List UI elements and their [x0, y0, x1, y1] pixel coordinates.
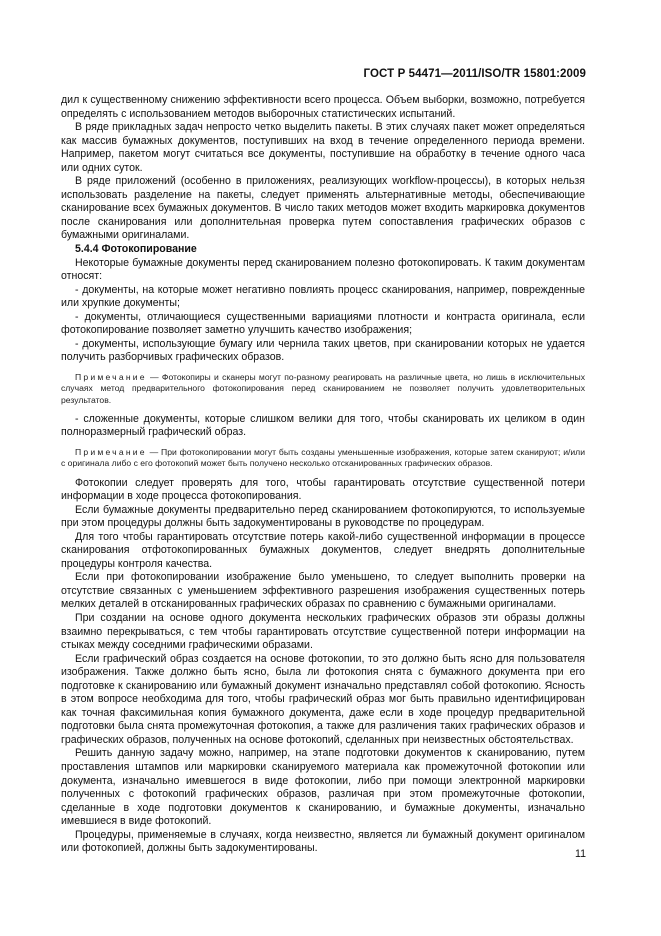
document-header: ГОСТ Р 54471—2011/ISO/TR 15801:2009 [363, 68, 586, 80]
note [61, 447, 585, 470]
paragraph: При создании на основе одного документа нескольких графических образов эти образы должны взаимно перекрываться, с тем чтобы гарантировать отсутствие существенной потери информации на стыках между соседними графическими образами. [61, 611, 585, 652]
section-heading: 5.4.4 Фотокопирование [75, 243, 197, 256]
paragraph: Некоторые бумажные документы перед сканированием полезно фотокопировать. К таким документам относят: [61, 256, 585, 283]
note-label: Примечание [75, 446, 147, 457]
note [61, 372, 585, 406]
page-body [61, 94, 585, 856]
paragraph: В ряде прикладных задач непросто четко выделить пакеты. В этих случаях пакет может определяться как массив бумажных документов, поступивших на вход в течение определенного периода времени. Например, пакетом могут считаться все документы, поступившие на обработку в течение одного часа или одних суток. [61, 121, 585, 174]
note-text: — Фотокопиры и сканеры могут по-разному реагировать на различные цвета, но лишь в исключительных случаях метод предварительного фотокопирования перед сканированием не позволяет получить удовлетворительных результатов. [61, 371, 585, 405]
paragraph: Решить данную задачу можно, например, на этапе подготовки документов к сканированию, путем проставления штампов или маркировки сканируемого материала как промежуточной фотокопии или документа, изначально имевшегося в виде фотокопии, либо при помощи электронной маркировки полученных с фотокопий графических образов, различая при этом промежуточные фотокопии, сделанные в ходе подготовки документов к сканированию, и бумажные документы, изначально имевшиеся в виде фотокопий. [61, 747, 585, 828]
paragraph: Процедуры, применяемые в случаях, когда неизвестно, является ли бумажный документ оригиналом или фотокопией, должны быть задокументированы. [61, 828, 585, 855]
paragraph: Если при фотокопировании изображение было уменьшено, то следует выполнить проверки на отсутствие связанных с уменьшением эффективного разрешения изображения существенных потерь мелких деталей в отсканированных графических образах по сравнению с бумажными оригиналами. [61, 571, 585, 611]
paragraph: Для того чтобы гарантировать отсутствие потерь какой-либо существенной информации в процессе сканирования отфотокопированных бумажных документов, следует внедрять дополнительные процедуры контроля качества. [61, 530, 585, 570]
list-item: - документы, использующие бумагу или чернила таких цветов, при сканировании которых не удается получить разборчивых графических образов. [61, 337, 585, 364]
list-item: - документы, отличающиеся существенными вариациями плотности и контраста оригинала, если фотокопирование позволяет заметно улучшить качество изображения; [61, 310, 585, 337]
list-item: - сложенные документы, которые слишком велики для того, чтобы сканировать их целиком в один полноразмерный графический образ. [61, 412, 585, 439]
paragraph: Если графический образ создается на основе фотокопии, то это должно быть ясно для пользователя изображения. Также должно быть ясно, была ли фотокопия снята с бумажного документа при его подготовке к сканированию или бумажный документ изначально представлял собой фотокопию. Ясность в этом вопросе необходима для того, чтобы графический образ мог быть правильно идентифицирован как точная факсимильная копия бумажного документа, даже если в ходе процедур предварительной подготовки была снята промежуточная фотокопия, а также для различения таких графических образов и графических образов, полученных на основе фотокопий, сделанных при неизвестных обстоятельствах. [61, 652, 585, 746]
paragraph: Если бумажные документы предварительно перед сканированием фотокопируются, то используемые при этом процедуры должны быть задокументированы в руководстве по процедурам. [61, 503, 585, 530]
note-text: — При фотокопировании могут быть созданы уменьшенные изображения, которые затем сканируют; и/или с оригинала либо с его фотокопий может быть получено несколько отсканированных графических образов. [61, 446, 585, 469]
paragraph: дил к существенному снижению эффективности всего процесса. Объем выборки, возможно, потребуется определять с использованием методов выборочных статистических испытаний. [61, 94, 585, 120]
paragraph: В ряде приложений (особенно в приложениях, реализующих workflow-процессы), в которых нельзя использовать разделение на пакеты, следует применять альтернативные методы, обеспечивающие сканирование всех бумажных документов. В число таких методов может входить маркировка документов после сканирования или дополнительная проверка путем сопоставления графических образов с бумажными оригиналами. [61, 175, 585, 242]
list-item: - документы, на которые может негативно повлиять процесс сканирования, например, поврежденные или хрупкие документы; [61, 283, 585, 310]
note-label: Примечание [75, 371, 147, 382]
paragraph: Фотокопии следует проверять для того, чтобы гарантировать отсутствие существенной потери информации в ходе процесса фотокопирования. [61, 476, 585, 503]
page-number: 11 [575, 848, 586, 860]
